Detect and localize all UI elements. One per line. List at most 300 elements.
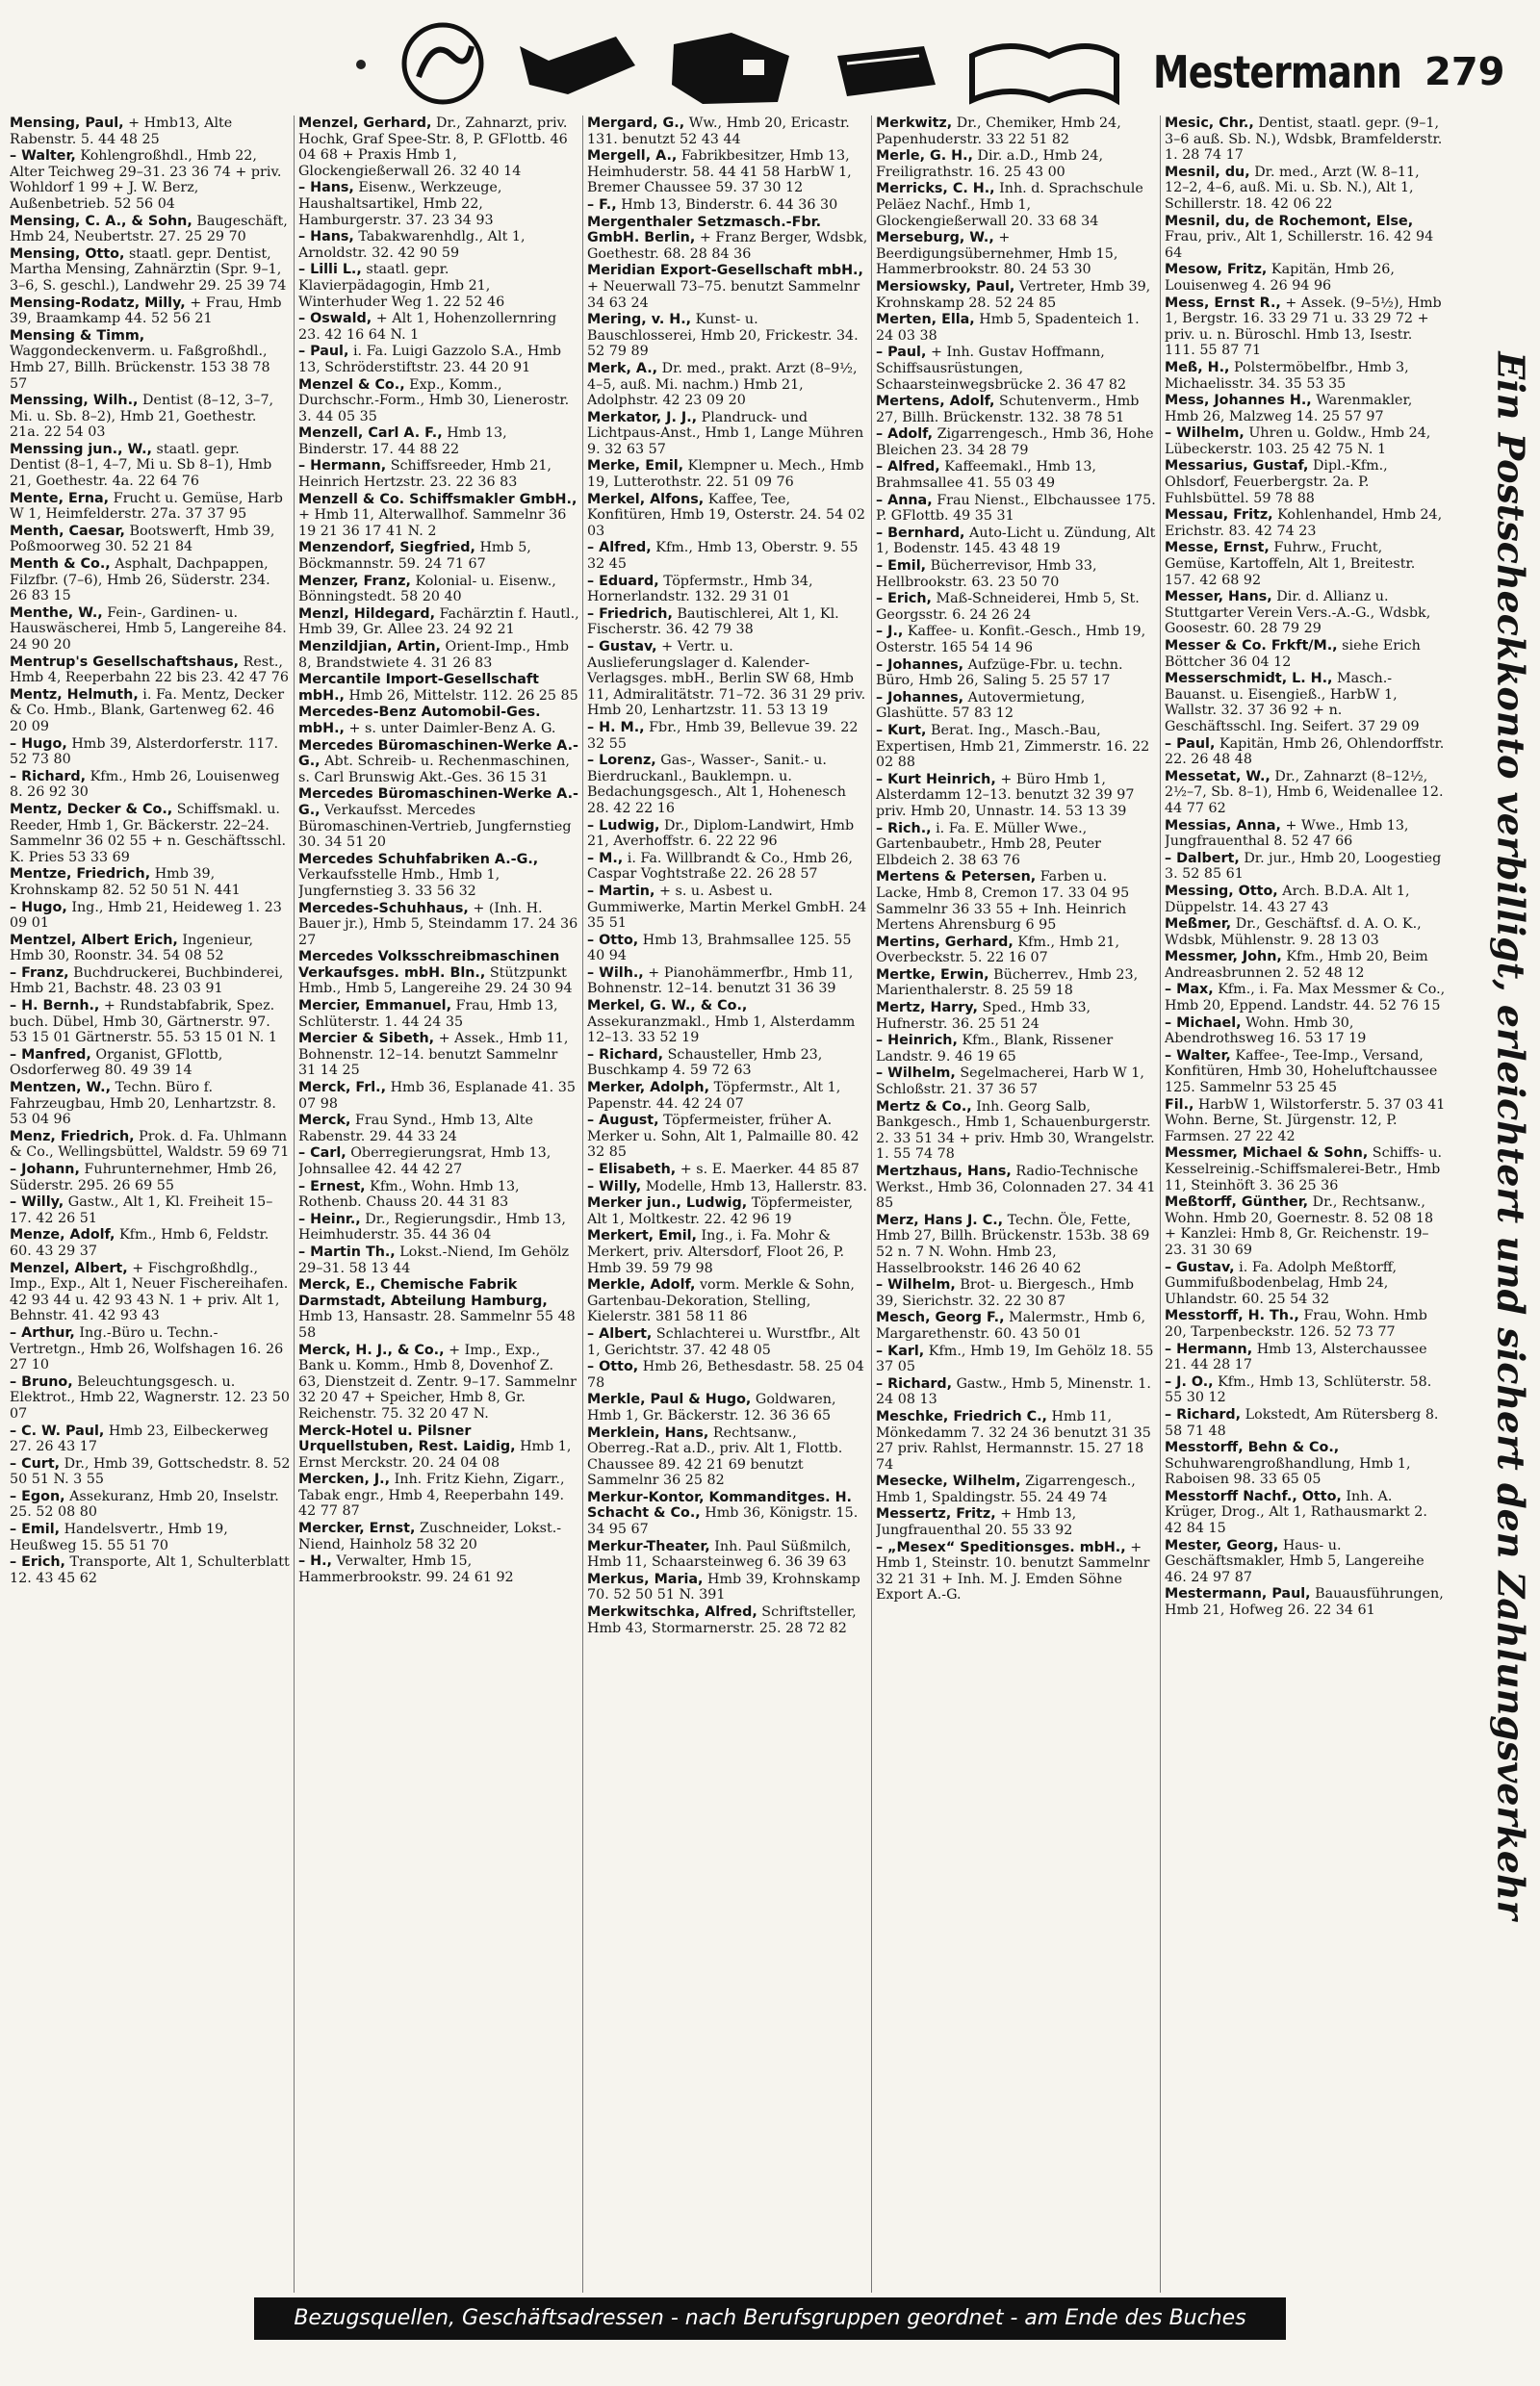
- directory-entry: [587, 1392, 868, 1424]
- directory-entry: [587, 215, 868, 263]
- entry-details: Dr., Regierungsdir., Hmb 13, Heimhuderstr. 35. 44 36 04: [298, 1211, 566, 1244]
- entry-name: – Albert,: [587, 1325, 653, 1342]
- directory-entry: [876, 526, 1157, 557]
- entry-name: Menzer, Franz,: [298, 573, 411, 589]
- entry-name: Mesch, Georg F.,: [876, 1310, 1005, 1326]
- directory-entry: [10, 687, 291, 735]
- directory-entry: [876, 558, 1157, 590]
- directory-entry: [10, 965, 291, 997]
- entry-details: Hmb 13, Hansastr. 28. Sammelnr 55 48 58: [298, 1309, 576, 1341]
- entry-details: Kohlenhandel, Hmb 24, Erichstr. 83. 42 74 23: [1165, 507, 1443, 539]
- entry-name: – Richard,: [876, 1375, 953, 1392]
- entry-details: Gastw., Hmb 5, Minenstr. 1. 24 08 13: [876, 1375, 1151, 1408]
- directory-entry: [10, 1227, 291, 1259]
- entry-name: – Wilhelm,: [1165, 425, 1245, 442]
- directory-entry: [10, 1489, 291, 1521]
- page-number: 279: [1424, 50, 1505, 94]
- page-title: Mestermann: [1153, 46, 1402, 98]
- entry-details: Kfm., Hmb 19, Im Gehölz 18. 55 37 05: [876, 1343, 1154, 1375]
- entry-name: Meridian Export-Gesellschaft mbH.,: [587, 263, 863, 279]
- entry-details: + Büro Hmb 1, Alsterdamm 12–13. benutzt 32 39 97 priv. Hmb 20, Unnastr. 14. 53 13 39: [876, 771, 1135, 819]
- directory-entry: [876, 394, 1157, 425]
- entry-name: – Erich,: [876, 591, 932, 607]
- directory-entry: [1165, 1308, 1446, 1340]
- entry-details: Auto-Licht u. Zündung, Alt 1, Bodenstr. 145. 43 48 19: [876, 525, 1156, 557]
- entry-name: – Hans,: [298, 180, 354, 196]
- entry-details: Kfm., Hmb 6, Feldstr. 60. 43 29 37: [10, 1227, 270, 1259]
- directory-column-4: [876, 115, 1157, 2293]
- directory-entry: [876, 935, 1157, 966]
- directory-entry: [298, 262, 579, 310]
- entry-details: Organist, GFlottb, Osdorferweg 80. 49 39 14: [10, 1046, 223, 1079]
- directory-entry: [1165, 1097, 1446, 1145]
- entry-details: vorm. Merkle & Sohn, Gartenbau-Dekoration, Stelling, Kielerstr. 381 58 11 86: [587, 1277, 855, 1325]
- directory-entry: [10, 933, 291, 964]
- directory-entry: [298, 672, 579, 704]
- entry-name: Mente, Erna,: [10, 490, 110, 506]
- entry-name: – Walter,: [1165, 1047, 1231, 1064]
- directory-entry: [10, 556, 291, 604]
- entry-name: – Otto,: [587, 1359, 639, 1375]
- entry-name: Merkwitschka, Alfred,: [587, 1604, 757, 1621]
- entry-details: Ww., Hmb 20, Ericastr. 131. benutzt 52 43 44: [587, 115, 850, 147]
- directory-entry: [298, 574, 579, 605]
- entry-details: Verkaufsstelle Hmb., Hmb 1, Jungfernstieg 3. 33 56 32: [298, 867, 500, 899]
- entry-name: – August,: [587, 1113, 659, 1129]
- directory-entry: [298, 998, 579, 1030]
- entry-details: Inh. Fritz Kiehn, Zigarr., Tabak engr., Hmb 4, Reeperbahn 149. 42 77 87: [298, 1472, 565, 1520]
- entry-details: + Hmb 13, Jungfrauenthal 20. 55 33 92: [876, 1506, 1077, 1539]
- entry-name: Mentz, Decker & Co.,: [10, 801, 173, 817]
- entry-name: – Erich,: [10, 1554, 65, 1571]
- directory-entry: [587, 1326, 868, 1358]
- directory-entry: [587, 312, 868, 360]
- entry-details: Schiffsreeder, Hmb 21, Heinrich Hertzstr. 23. 22 36 83: [298, 458, 552, 491]
- entry-details: Bootswerft, Hmb 39, Poßmoorweg 30. 52 21 84: [10, 523, 275, 555]
- entry-name: – H. Bernh.,: [10, 998, 100, 1014]
- entry-details: i. Fa. Mentz, Decker & Co. Hmb., Blank, Gartenweg 62. 46 20 09: [10, 686, 285, 734]
- directory-entry: [298, 1424, 579, 1472]
- entry-name: Messertz, Fritz,: [876, 1506, 996, 1523]
- entry-name: – Alfred,: [587, 540, 652, 556]
- directory-entry: [1165, 1538, 1446, 1586]
- entry-name: Menssing, Wilh.,: [10, 393, 139, 409]
- logo-emblem-icon: [404, 25, 481, 102]
- directory-entry: [587, 884, 868, 932]
- entry-name: Merkus, Maria,: [587, 1571, 704, 1587]
- entry-details: Eisenw., Werkzeuge, Haushaltsartikel, Hmb 22, Hamburgerstr. 37. 23 34 93: [298, 180, 502, 228]
- entry-details: Kfm., Hmb 20, Beim Andreasbrunnen 2. 52 48 12: [1165, 949, 1428, 981]
- entry-name: Merkator, J. J.,: [587, 409, 698, 425]
- directory-entry: [587, 818, 868, 850]
- directory-entry: [1165, 1048, 1446, 1096]
- entry-details: Plandruck- und Lichtpaus-Anst., Hmb 1, Lange Mühren 9. 32 63 57: [587, 409, 864, 457]
- entry-name: – Richard,: [1165, 1406, 1242, 1423]
- directory-entry: [876, 148, 1157, 180]
- entry-details: Hmb 39, Krohnskamp 82. 52 50 51 N. 441: [10, 866, 241, 898]
- entry-details: Hmb 36, Esplanade 41. 35 07 98: [298, 1080, 576, 1112]
- entry-name: – Rich.,: [876, 820, 932, 836]
- directory-entry: [1165, 1374, 1446, 1406]
- directory-entry: [587, 197, 868, 214]
- entry-name: Mercedes-Benz Automobil-Ges. mbH.,: [298, 705, 541, 736]
- entry-name: Messtorff, H. Th.,: [1165, 1308, 1299, 1324]
- column-divider: [871, 115, 872, 2293]
- directory-entry: [587, 263, 868, 311]
- directory-column-2: [298, 115, 579, 2293]
- entry-name: Menzl, Hildegard,: [298, 605, 436, 622]
- entry-details: Ingenieur, Hmb 30, Roonstr. 34. 54 08 52: [10, 932, 254, 964]
- footer-banner: Bezugsquellen, Geschäftsadressen - nach Berufsgruppen geordnet - am Ende des Buches: [254, 2297, 1286, 2340]
- entry-details: + Wwe., Hmb 13, Jungfrauenthal 8. 52 47 66: [1165, 817, 1409, 850]
- entry-details: + Fischgroßhdlg., Imp., Exp., Alt 1, Neuer Fischereihafen. 42 93 44 u. 42 93 43 N. 1 + priv. Alt 1, Behnstr. 41. 42 93 43: [10, 1260, 289, 1324]
- entry-name: Messarius, Gustaf,: [1165, 458, 1309, 475]
- directory-entry: [876, 1376, 1157, 1408]
- entry-details: Inh. A. Krüger, Drog., Alt 1, Rathausmarkt 2. 42 84 15: [1165, 1488, 1427, 1537]
- directory-entry: [298, 1521, 579, 1552]
- entry-details: Tabakwarenhdlg., Alt 1, Arnoldstr. 32. 42 90 59: [298, 229, 526, 261]
- entry-name: Merkert, Emil,: [587, 1228, 697, 1244]
- entry-name: Mertens, Adolf,: [876, 394, 995, 410]
- entry-name: Merker, Adolph,: [587, 1080, 710, 1096]
- entry-name: – Hermann,: [1165, 1341, 1253, 1357]
- directory-entry: [298, 115, 579, 179]
- directory-entry: [298, 425, 579, 457]
- entry-name: Mertke, Erwin,: [876, 966, 989, 983]
- directory-entry: [1165, 982, 1446, 1013]
- entry-name: – Anna,: [876, 492, 933, 508]
- directory-entry: [10, 1129, 291, 1161]
- entry-name: Messer, Hans,: [1165, 589, 1272, 605]
- entry-details: Lokst.-Niend, Im Gehölz 29–31. 58 13 44: [298, 1244, 570, 1276]
- directory-entry: [876, 1000, 1157, 1032]
- entry-details: Dr., Diplom-Landwirt, Hmb 21, Averhoffstr. 6. 22 22 96: [587, 817, 855, 850]
- directory-entry: [587, 1277, 868, 1325]
- directory-entry: [587, 639, 868, 719]
- entry-name: – Willy,: [587, 1178, 642, 1194]
- directory-entry: [587, 540, 868, 572]
- entry-details: Töpfermstr., Hmb 34, Hornerlandstr. 132. 29 31 01: [587, 573, 813, 605]
- entry-details: Dir. d. Allianz u. Stuttgarter Verein Vers.-A.-G., Wdsbk, Goosestr. 60. 28 79 29: [1165, 589, 1431, 637]
- directory-entry: [1165, 425, 1446, 457]
- directory-entry: [10, 295, 291, 327]
- entry-details: Frucht u. Gemüse, Harb W 1, Heimfelderstr. 27a. 37 37 95: [10, 490, 283, 523]
- directory-entry: [1165, 671, 1446, 734]
- entry-name: Merkel, Alfons,: [587, 491, 705, 507]
- entry-name: – H. M.,: [587, 719, 645, 735]
- directory-entry: [10, 802, 291, 865]
- column-divider: [582, 115, 583, 2293]
- entry-name: Mess, Johannes H.,: [1165, 393, 1312, 409]
- directory-entry: [587, 1179, 868, 1195]
- entry-details: Bücherrev., Hmb 23, Marienthalerstr. 8. 25 59 18: [876, 966, 1139, 999]
- directory-entry: [876, 1409, 1157, 1473]
- entry-name: Menthe, W.,: [10, 604, 103, 621]
- directory-entry: [876, 1213, 1157, 1276]
- entry-details: siehe Erich Böttcher 36 04 12: [1165, 638, 1421, 670]
- entry-details: Techn. Büro f. Fahrzeugbau, Hmb 20, Lenhartzstr. 8. 53 04 96: [10, 1080, 276, 1128]
- directory-entry: [10, 328, 291, 392]
- directory-entry: [876, 312, 1157, 344]
- directory-entry: [1165, 736, 1446, 768]
- directory-entry: [876, 493, 1157, 525]
- entry-details: Gastw., Alt 1, Kl. Freiheit 15–17. 42 26 51: [10, 1194, 273, 1226]
- entry-details: + s. u. Asbest u. Gummiwerke, Martin Merkel GmbH. 24 35 51: [587, 883, 867, 932]
- entry-name: Mercier & Sibeth,: [298, 1031, 435, 1047]
- entry-details: Kfm., Hmb 21, Overbeckstr. 5. 22 16 07: [876, 934, 1120, 966]
- entry-details: Orient-Imp., Hmb 8, Brandstwiete 4. 31 26 83: [298, 639, 570, 671]
- entry-details: Hmb 26, Mittelstr. 112. 26 25 85: [348, 687, 578, 704]
- entry-details: + Hmb13, Alte Rabenstr. 5. 44 48 25: [10, 115, 233, 147]
- entry-details: Kfm., Blank, Rissener Landstr. 9. 46 19 65: [876, 1033, 1114, 1065]
- entry-details: Dr., Zahnarzt (8–12½, 2½–7, Sb. 8–1), Hmb 6, Weidenallee 12. 44 77 62: [1165, 768, 1444, 816]
- entry-name: Merke, Emil,: [587, 458, 684, 475]
- entry-details: Buchdruckerei, Buchbinderei, Hmb 21, Bachstr. 48. 23 03 91: [10, 964, 284, 997]
- entry-details: Töpfermstr., Alt 1, Papenstr. 44. 42 24 07: [587, 1080, 841, 1112]
- entry-name: Mertens & Petersen,: [876, 869, 1037, 885]
- entry-details: Kunst- u. Bauschlosserei, Hmb 20, Frickestr. 34. 52 79 89: [587, 312, 859, 360]
- directory-entry: [876, 1065, 1157, 1097]
- entry-details: Ing., i. Fa. Mohr & Merkert, priv. Altersdorf, Floot 26, P. Hmb 39. 59 79 98: [587, 1228, 845, 1276]
- entry-name: Mersiowsky, Paul,: [876, 278, 1015, 295]
- directory-entry: [876, 1540, 1157, 1603]
- entry-details: staatl. gepr. Klavierpädagogin, Hmb 21, Winterhuder Weg 1. 22 52 46: [298, 262, 505, 310]
- directory-entry: [10, 1047, 291, 1079]
- entry-details: Schuhwarengroßhandlung, Hmb 1, Raboisen 98. 33 65 05: [1165, 1455, 1411, 1488]
- publisher-emblems: [385, 17, 1184, 110]
- directory-entry: [298, 852, 579, 900]
- entry-name: Mesow, Fritz,: [1165, 262, 1268, 278]
- directory-entry: [876, 115, 1157, 147]
- entry-details: Frau, Hmb 13, Schlüterstr. 1. 44 24 35: [298, 998, 558, 1030]
- entry-details: Kolonial- u. Eisenw., Bönningstedt. 58 20 40: [298, 573, 556, 605]
- entry-details: Warenmakler, Hmb 26, Malzweg 14. 25 57 97: [1165, 393, 1413, 424]
- directory-entry: [587, 115, 868, 147]
- entry-details: Hmb 5, Spadenteich 1. 24 03 38: [876, 312, 1140, 344]
- entry-details: Goldwaren, Hmb 1, Gr. Bäckerstr. 12. 36 36 65: [587, 1392, 836, 1424]
- entry-name: Mensing-Rodatz, Milly,: [10, 295, 186, 311]
- entry-name: Messmer, Michael & Sohn,: [1165, 1145, 1369, 1162]
- entry-name: Meß, H.,: [1165, 359, 1230, 375]
- directory-entry: [876, 1099, 1157, 1163]
- entry-name: – C. W. Paul,: [10, 1423, 105, 1439]
- entry-details: Hmb 36, Königstr. 15. 34 95 67: [587, 1505, 859, 1538]
- directory-entry: [298, 540, 579, 572]
- entry-details: Zigarrengesch., Hmb 1, Spaldingstr. 55. 24 49 74: [876, 1474, 1136, 1505]
- entry-name: Mensing, Otto,: [10, 245, 125, 262]
- entry-details: Schausteller, Hmb 23, Buschkamp 4. 59 72 63: [587, 1046, 823, 1079]
- entry-details: + Frau, Hmb 39, Braamkamp 44. 52 56 21: [10, 295, 282, 327]
- directory-entry: [1165, 1194, 1446, 1258]
- entry-name: – Heinr.,: [298, 1211, 361, 1227]
- entry-name: Meßtorff, Günther,: [1165, 1194, 1309, 1211]
- entry-name: – Franz,: [10, 964, 69, 981]
- directory-entry: [587, 492, 868, 540]
- entry-details: Dr. med., prakt. Arzt (8–9½, 4–5, auß. Mi. nachm.) Hmb 21, Adolphstr. 42 23 09 20: [587, 360, 858, 409]
- entry-name: Mesnil, du,: [1165, 164, 1250, 180]
- directory-entry: [10, 1456, 291, 1488]
- entry-details: Beleuchtungsgesch. u. Elektrot., Hmb 22, Wagnerstr. 12. 23 50 07: [10, 1373, 290, 1422]
- entry-name: Mester, Georg,: [1165, 1537, 1279, 1553]
- ledger-book-icon: [672, 33, 789, 104]
- entry-name: – Otto,: [587, 932, 639, 948]
- entry-name: Mercker, Ernst,: [298, 1521, 416, 1537]
- directory-entry: [587, 1425, 868, 1489]
- entry-name: – Wilhelm,: [876, 1065, 956, 1082]
- entry-name: Mensing & Timm,: [10, 327, 145, 344]
- entry-details: staatl. gepr. Dentist, Martha Mensing, Zahnärztin (Spr. 9–1, 3–6, S. geschl.), Landwehr 29. 25 39 74: [10, 245, 287, 294]
- directory-entry: [10, 1261, 291, 1324]
- entry-name: Messau, Fritz,: [1165, 507, 1273, 524]
- entry-details: Rechtsanw., Oberreg.-Rat a.D., priv. Alt 1, Flottb. Chaussee 89. 42 21 69 benutzt Sammelnr 36 25 82: [587, 1424, 843, 1489]
- entry-details: Kaffee- u. Konfit.-Gesch., Hmb 19, Osterstr. 165 54 14 96: [876, 624, 1146, 655]
- directory-entry: [10, 1554, 291, 1586]
- entry-details: Kfm., Hmb 13, Oberstr. 9. 55 32 45: [587, 540, 859, 573]
- entry-details: Dr., Zahnarzt, priv. Hochk, Graf Spee-Str. 8, P. GFlottb. 46 04 68 + Praxis Hmb 1, Glockengießerwall 26. 32 40 14: [298, 115, 568, 179]
- entry-name: Merten, Ella,: [876, 312, 975, 328]
- directory-entry: [1165, 393, 1446, 424]
- entry-details: Hmb 39, Krohnskamp 70. 52 50 51 N. 391: [587, 1571, 860, 1603]
- entry-name: Fil.,: [1165, 1096, 1194, 1113]
- entry-name: – F.,: [587, 196, 617, 213]
- entry-name: – Paul,: [876, 345, 927, 361]
- entry-details: Kfm., Hmb 13, Schlüterstr. 58. 55 30 12: [1165, 1373, 1432, 1406]
- entry-details: Kfm., i. Fa. Max Messmer & Co., Hmb 20, Eppend. Landstr. 44. 52 76 15: [1165, 982, 1446, 1014]
- entry-details: Frau Nienst., Elbchaussee 175. P. GFlottb. 49 35 31: [876, 492, 1156, 525]
- entry-name: – Willy,: [10, 1194, 64, 1211]
- directory-entry: [1165, 540, 1446, 588]
- entry-details: + Pianohämmerfbr., Hmb 11, Bohnenstr. 12–14. benutzt 31 36 39: [587, 964, 854, 997]
- entry-details: Modelle, Hmb 13, Hallerstr. 83.: [645, 1178, 867, 1194]
- directory-entry: [1165, 1440, 1446, 1488]
- entry-name: – Karl,: [876, 1343, 925, 1359]
- entry-details: Prok. d. Fa. Uhlmann & Co., Wellingsbüttel, Waldstr. 59 69 71: [10, 1128, 290, 1161]
- entry-name: – „Mesex“ Speditionsges. mbH.,: [876, 1539, 1126, 1555]
- entry-name: Merricks, C. H.,: [876, 181, 995, 197]
- entry-details: Dipl.-Kfm., Ohlsdorf, Feuerbergstr. 2a. P. Fuhlsbüttel. 59 78 88: [1165, 458, 1388, 506]
- entry-name: Mentzel, Albert Erich,: [10, 932, 178, 948]
- directory-entry: [876, 1344, 1157, 1375]
- entry-name: – Curt,: [10, 1455, 61, 1472]
- directory-entry: [10, 998, 291, 1046]
- vertical-advert: [1489, 351, 1533, 1920]
- directory-entry: [587, 851, 868, 883]
- entry-name: Mercedes Büromaschinen-Werke A.-G.,: [298, 737, 578, 770]
- directory-entry: [298, 1080, 579, 1112]
- entry-details: Inh. Georg Salb, Bankgesch., Hmb 1, Schauenburgerstr. 2. 33 51 34 + priv. Hmb 30, Wrangelstr. 1. 55 74 78: [876, 1098, 1155, 1163]
- entry-name: Menzendorf, Siegfried,: [298, 540, 475, 556]
- entry-details: Berat. Ing., Masch.-Bau, Expertisen, Hmb 21, Zimmerstr. 16. 22 02 88: [876, 722, 1150, 771]
- entry-details: Segelmacherei, Harb W 1, Schloßstr. 21. 37 36 57: [876, 1065, 1144, 1098]
- directory-entry: [876, 657, 1157, 689]
- directory-entry: [1165, 1260, 1446, 1308]
- entry-details: Schiffs- u. Kesselreinig.-Schiffsmalerei-Betr., Hmb 11, Steinhöft 3. 36 25 36: [1165, 1145, 1443, 1193]
- directory-entry: [587, 574, 868, 605]
- directory-entry: [876, 967, 1157, 999]
- entry-details: Techn. Öle, Fette, Hmb 27, Billh. Brückenstr. 153b. 38 69 52 n. 7 N. Wohn. Hmb 23, Hasselbrookstr. 146 26 40 62: [876, 1212, 1150, 1276]
- entry-name: Merck, Frl.,: [298, 1080, 387, 1096]
- entry-name: – Max,: [1165, 982, 1214, 998]
- directory-entry: [10, 524, 291, 555]
- directory-entry: [298, 949, 579, 997]
- entry-name: – Lilli L.,: [298, 262, 362, 278]
- entry-name: Merkur-Theater,: [587, 1538, 710, 1554]
- entry-name: Messe, Ernst,: [1165, 540, 1270, 556]
- entry-details: staatl. gepr. Dentist (8–1, 4–7, Mi u. Sb 8–1), Hmb 21, Goethestr. 4a. 22 64 76: [10, 441, 272, 490]
- directory-entry: [1165, 295, 1446, 359]
- entry-details: Kohlengroßhdl., Hmb 22, Alter Teichweg 29–31. 23 36 74 + priv. Wohldorf 1 99 + J. W. Berz, Außenbetrieb. 52 56 04: [10, 148, 282, 212]
- entry-name: Menzel, Gerhard,: [298, 115, 432, 131]
- entry-name: Meßmer,: [1165, 916, 1232, 933]
- entry-name: – Adolf,: [876, 426, 934, 443]
- entry-name: Mentzen, W.,: [10, 1080, 112, 1096]
- entry-name: – Wilh.,: [587, 964, 644, 981]
- entry-details: Assekuranzmakl., Hmb 1, Alsterdamm 12–13. 33 52 19: [587, 1013, 856, 1046]
- entry-name: Messias, Anna,: [1165, 817, 1281, 834]
- directory-entry: [1165, 916, 1446, 948]
- directory-column-3: [587, 115, 868, 2293]
- entry-name: Merck, E., Chemische Fabrik Darmstadt, Abteilung Hamburg,: [298, 1277, 548, 1309]
- directory-entry: [1165, 884, 1446, 915]
- directory-entry: [298, 377, 579, 425]
- directory-entry: [298, 705, 579, 736]
- entry-name: Menth, Caesar,: [10, 523, 125, 539]
- directory-entry: [10, 1374, 291, 1423]
- entry-details: Hmb 11, Mönkedamm 7. 32 24 36 benutzt 31 35 27 priv. Rahlst, Hermannstr. 15. 27 18 74: [876, 1408, 1151, 1473]
- directory-entry: [1165, 214, 1446, 262]
- entry-details: Zuschneider, Lokst.-Niend, Hainholz 58 32 20: [298, 1521, 562, 1552]
- directory-entry: [587, 1195, 868, 1227]
- entry-name: – Kurt,: [876, 722, 927, 738]
- entry-details: Aufzüge-Fbr. u. techn. Büro, Hmb 26, Saling 5. 25 57 17: [876, 656, 1123, 689]
- entry-name: – Johann,: [10, 1162, 80, 1177]
- directory-entry: [587, 1228, 868, 1276]
- entry-details: Fachärztin f. Hautl., Hmb 39, Gr. Allee 23. 24 92 21: [298, 605, 579, 638]
- entry-details: Verwalter, Hmb 15, Hammerbrookstr. 99. 24 61 92: [298, 1553, 514, 1585]
- directory-entry: [10, 148, 291, 212]
- directory-entry: [298, 1179, 579, 1211]
- entry-name: Merklein, Hans,: [587, 1424, 709, 1441]
- entry-details: Kapitän, Hmb 26, Ohlendorffstr. 22. 26 48 48: [1165, 735, 1445, 768]
- column-divider: [1160, 115, 1161, 2293]
- entry-name: Menzel, Albert,: [10, 1260, 128, 1276]
- entry-name: – Ludwig,: [587, 817, 660, 834]
- entry-details: Rest., Hmb 4, Reeperbahn 22 bis 23. 42 47 76: [10, 654, 289, 686]
- entry-name: Merck,: [298, 1113, 351, 1129]
- directory-entry: [587, 998, 868, 1046]
- entry-details: Radio-Technische Werkst., Hmb 36, Colonnaden 27. 34 41 85: [876, 1164, 1156, 1212]
- directory-entry: [298, 786, 579, 850]
- entry-details: Hmb 39, Alsterdorferstr. 117. 52 73 80: [10, 735, 279, 768]
- entry-name: – Hermann,: [298, 458, 387, 475]
- entry-details: Dr., Geschäftsf. d. A. O. K., Wdsbk, Mühlenstr. 9. 28 13 03: [1165, 916, 1422, 948]
- directory-entry: [876, 723, 1157, 771]
- entry-details: Dr., Chemiker, Hmb 24, Papenhuderstr. 33 22 51 82: [876, 115, 1121, 147]
- entry-name: Messetat, W.,: [1165, 768, 1270, 784]
- directory-entry: [876, 1033, 1157, 1065]
- directory-column-5: [1165, 115, 1446, 2293]
- entry-details: Klempner u. Mech., Hmb 19, Lutterothstr. 22. 51 09 76: [587, 458, 864, 491]
- entry-name: Merkle, Adolf,: [587, 1277, 696, 1294]
- entry-details: + Assek., Hmb 11, Bohnenstr. 12–14. benutzt Sammelnr 31 14 25: [298, 1031, 569, 1079]
- entry-details: Hmb 1, Ernst Merckstr. 20. 24 04 08: [298, 1439, 572, 1471]
- entry-details: + Inh. Gustav Hoffmann, Schiffsausrüstungen, Schaarsteinwegsbrücke 2. 36 47 82: [876, 345, 1127, 393]
- entry-details: Dentist, staatl. gepr. (9–1, 3–6 auß. Sb. N.), Wdsbk, Bramfelderstr. 1. 28 74 17: [1165, 115, 1443, 164]
- entry-details: Hmb 23, Eilbeckerweg 27. 26 43 17: [10, 1423, 269, 1455]
- entry-details: + Alt 1, Hohenzollernring 23. 42 16 64 N. 1: [298, 311, 557, 343]
- directory-entry: [587, 1080, 868, 1112]
- directory-entry: [876, 345, 1157, 393]
